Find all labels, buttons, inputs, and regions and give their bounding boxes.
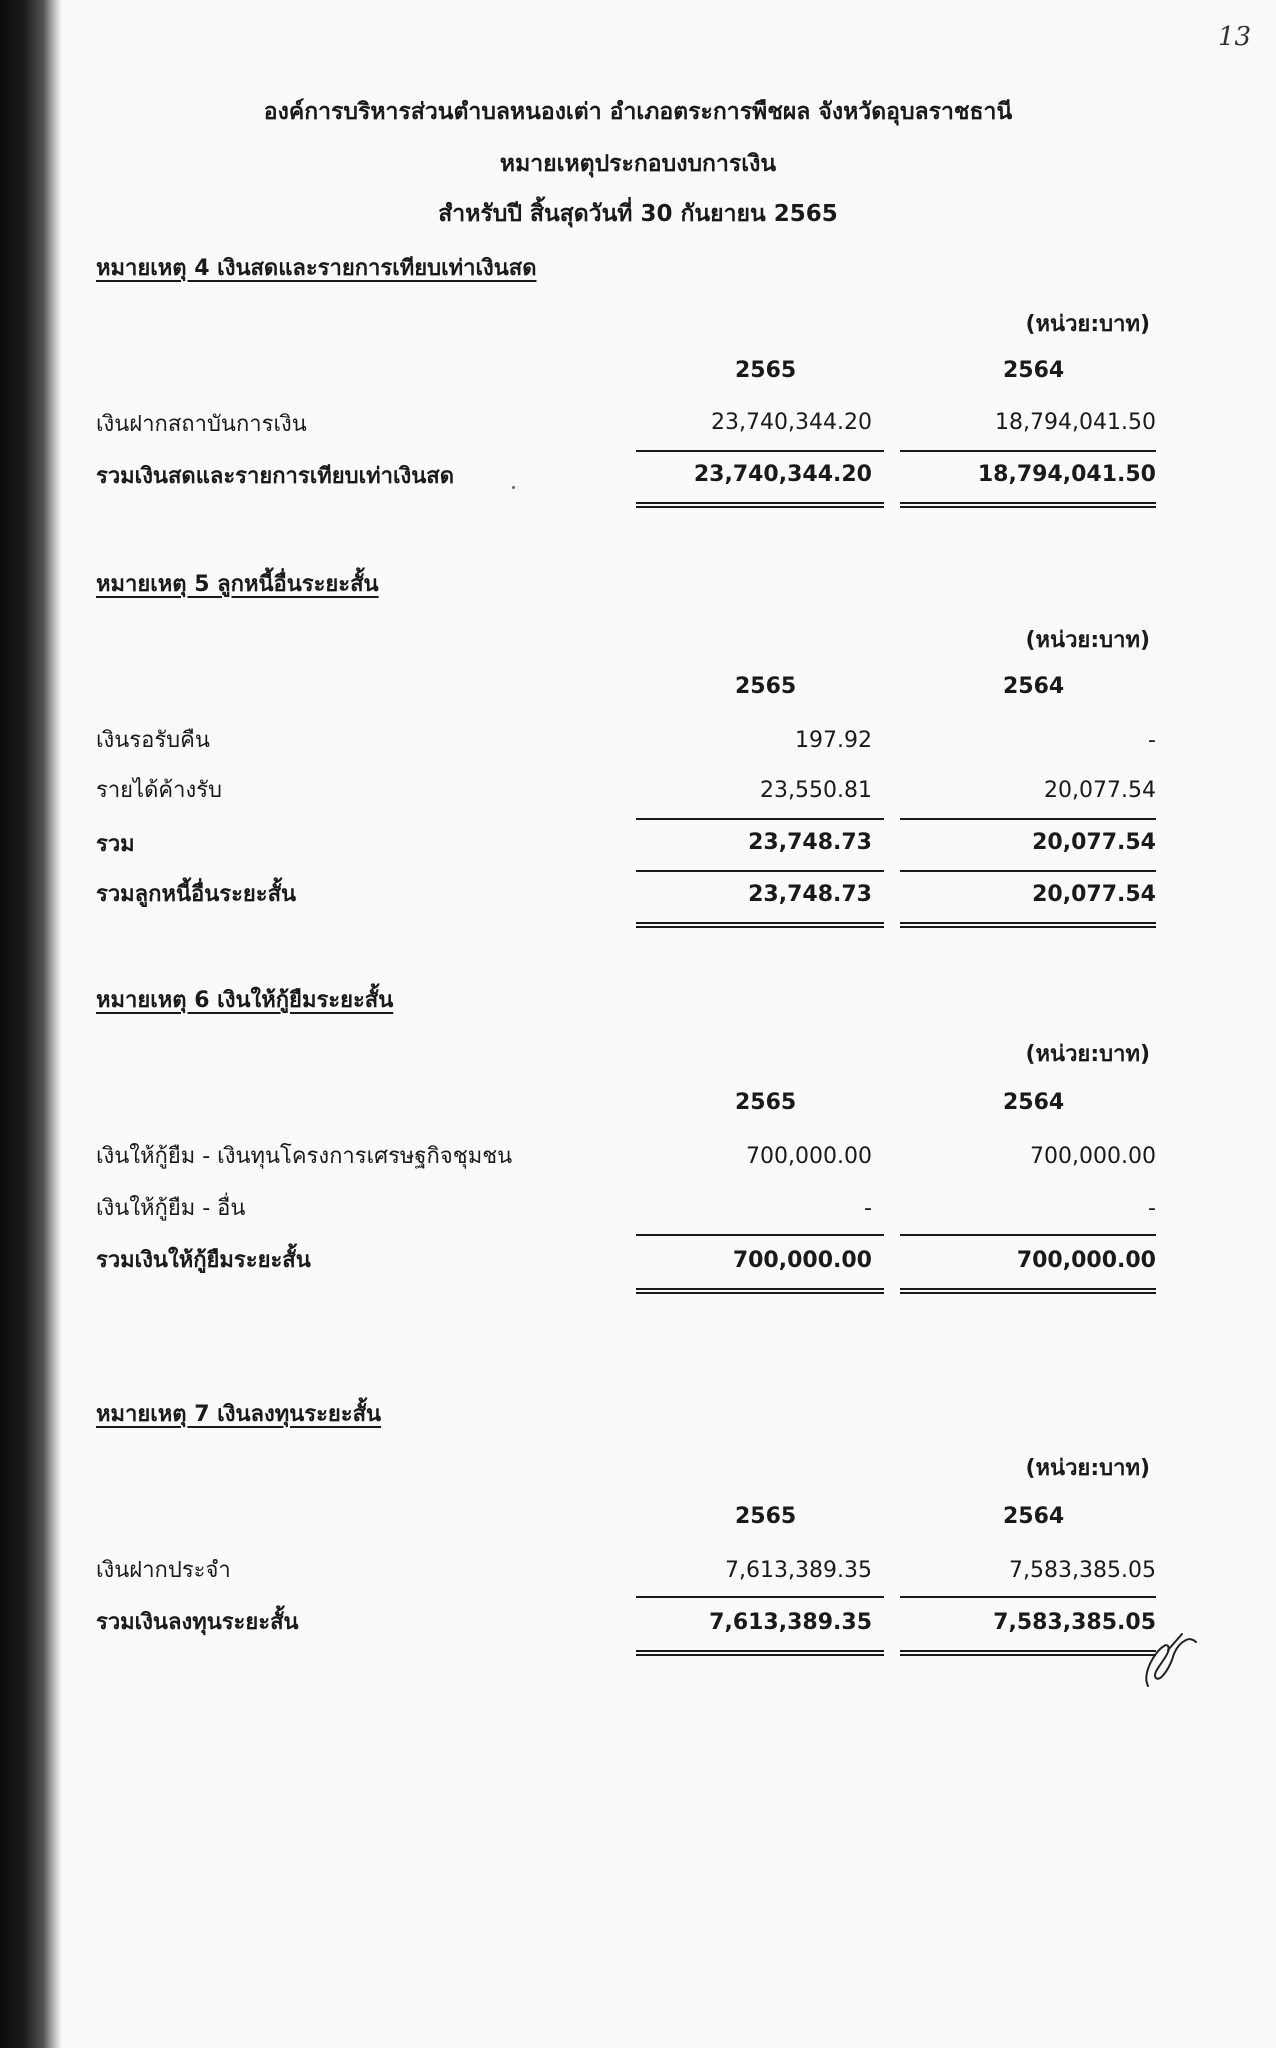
note-4-title: หมายเหตุ 4 เงินสดและรายการเทียบเท่าเงินสด [96, 256, 537, 281]
note-4-row-2565: 23,740,344.20 [711, 410, 872, 435]
note-4-row-2564: 18,794,041.50 [995, 410, 1156, 435]
note-5-row-label: รายได้ค้างรับ [96, 778, 223, 803]
note-5-subtotal-label: รวม [96, 832, 135, 857]
note-6-row-2564: 700,000.00 [1030, 1144, 1156, 1169]
note-7-title: หมายเหตุ 7 เงินลงทุนระยะสั้น [96, 1402, 382, 1427]
note-7-total-label: รวมเงินลงทุนระยะสั้น [96, 1610, 299, 1635]
year-2564-header: 2564 [1003, 1504, 1065, 1529]
subtotal-rule [900, 870, 1156, 872]
note-6-row-label: เงินให้กู้ยืม - อื่น [96, 1196, 246, 1221]
subtotal-rule [636, 450, 884, 452]
subtotal-rule [636, 1596, 884, 1598]
year-2565-header: 2565 [735, 1504, 797, 1529]
year-2565-header: 2565 [735, 358, 797, 383]
scan-shadow-edge [0, 0, 62, 2048]
period-line: สำหรับปี สิ้นสุดวันที่ 30 กันยายน 2565 [438, 201, 838, 227]
handwritten-initial [1138, 1630, 1198, 1690]
subtotal-rule [900, 1234, 1156, 1236]
document-title: หมายเหตุประกอบงบการเงิน [499, 151, 777, 177]
note-4-total-2564: 18,794,041.50 [977, 462, 1156, 487]
note-6-row-2565: 700,000.00 [746, 1144, 872, 1169]
note-7-total-2564: 7,583,385.05 [993, 1610, 1156, 1635]
unit-label: (หน่วย:บาท) [1025, 1042, 1150, 1067]
unit-label: (หน่วย:บาท) [1025, 628, 1150, 653]
note-7-row-label: เงินฝากประจำ [96, 1558, 231, 1583]
note-5-total-2564: 20,077.54 [1032, 882, 1156, 907]
note-6-row-2565: - [864, 1196, 872, 1221]
unit-label: (หน่วย:บาท) [1025, 312, 1150, 337]
note-6-row-label: เงินให้กู้ยืม - เงินทุนโครงการเศรษฐกิจชุมชน [96, 1144, 513, 1169]
note-7-row-2564: 7,583,385.05 [1009, 1558, 1156, 1583]
note-5-subtotal-2565: 23,748.73 [748, 830, 872, 855]
note-6-row-2564: - [1148, 1196, 1156, 1221]
total-double-rule [900, 1288, 1156, 1294]
note-5-row-label: เงินรอรับคืน [96, 728, 210, 753]
subtotal-rule [636, 1234, 884, 1236]
note-7-row-2565: 7,613,389.35 [725, 1558, 872, 1583]
note-5-total-2565: 23,748.73 [748, 882, 872, 907]
total-double-rule [636, 1288, 884, 1294]
unit-label: (หน่วย:บาท) [1025, 1456, 1150, 1481]
page-number: 13 [1218, 22, 1252, 52]
note-5-subtotal-2564: 20,077.54 [1032, 830, 1156, 855]
note-5-row-2564: 20,077.54 [1044, 778, 1156, 803]
note-4-total-label: รวมเงินสดและรายการเทียบเท่าเงินสด [96, 464, 454, 489]
total-double-rule [900, 502, 1156, 508]
subtotal-rule [900, 450, 1156, 452]
note-6-total-2565: 700,000.00 [732, 1248, 872, 1273]
note-6-title: หมายเหตุ 6 เงินให้กู้ยืมระยะสั้น [96, 988, 394, 1013]
note-6-total-2564: 700,000.00 [1016, 1248, 1156, 1273]
organization-header: องค์การบริหารส่วนตำบลหนองเต่า อำเภอตระการพืชผล จังหวัดอุบลราชธานี [263, 99, 1013, 125]
note-4-total-2565: 23,740,344.20 [693, 462, 872, 487]
year-2564-header: 2564 [1003, 1090, 1065, 1115]
year-2564-header: 2564 [1003, 358, 1065, 383]
note-7-total-2565: 7,613,389.35 [709, 1610, 872, 1635]
subtotal-rule [636, 818, 884, 820]
note-5-row-2565: 23,550.81 [760, 778, 872, 803]
year-2565-header: 2565 [735, 1090, 797, 1115]
note-6-total-label: รวมเงินให้กู้ยืมระยะสั้น [96, 1248, 311, 1273]
note-5-total-label: รวมลูกหนี้อื่นระยะสั้น [96, 882, 297, 907]
note-5-row-2565: 197.92 [795, 728, 872, 753]
scan-speck [512, 486, 515, 489]
total-double-rule [900, 1650, 1156, 1656]
total-double-rule [900, 922, 1156, 928]
note-5-row-2564: - [1148, 728, 1156, 753]
total-double-rule [636, 1650, 884, 1656]
year-2565-header: 2565 [735, 674, 797, 699]
subtotal-rule [900, 1596, 1156, 1598]
total-double-rule [636, 502, 884, 508]
year-2564-header: 2564 [1003, 674, 1065, 699]
subtotal-rule [636, 870, 884, 872]
note-4-row-label: เงินฝากสถาบันการเงิน [96, 412, 307, 437]
subtotal-rule [900, 818, 1156, 820]
total-double-rule [636, 922, 884, 928]
note-5-title: หมายเหตุ 5 ลูกหนี้อื่นระยะสั้น [96, 572, 379, 597]
